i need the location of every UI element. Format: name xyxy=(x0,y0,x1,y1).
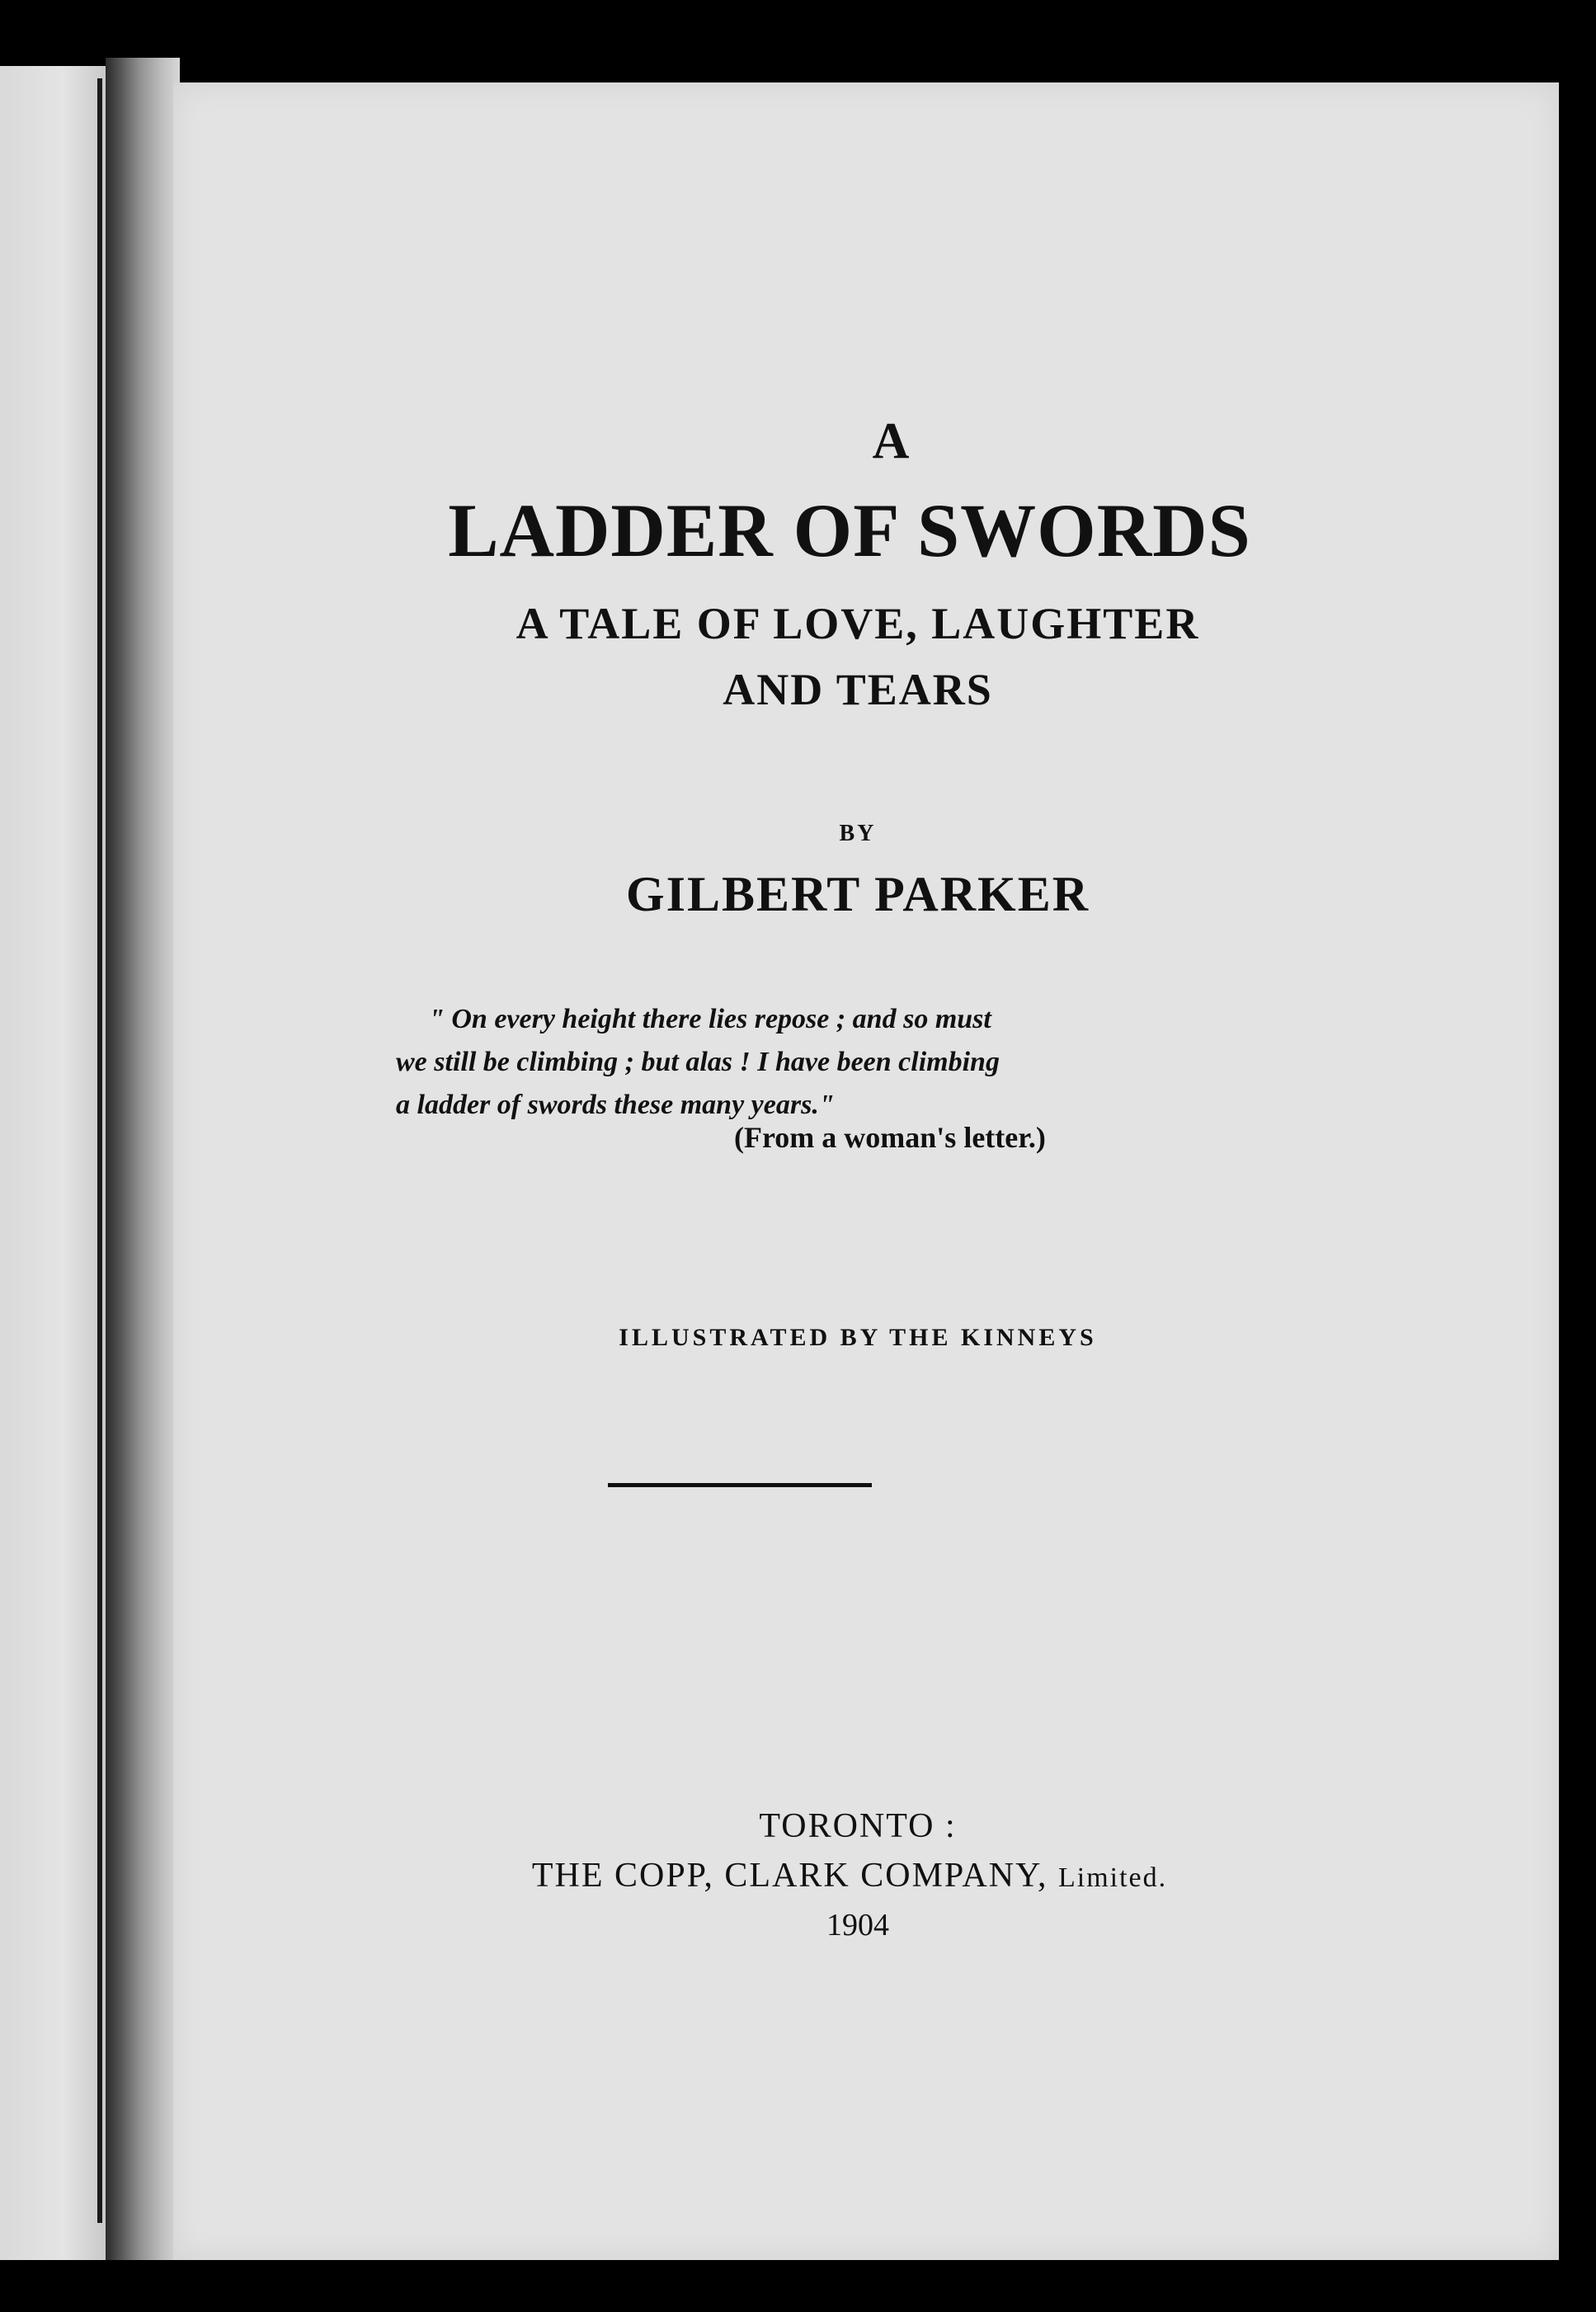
epigraph-line-1: " On every height there lies repose ; and so must xyxy=(429,1004,991,1034)
epigraph-line-3: a ladder of swords these many years." xyxy=(396,1090,835,1120)
imprint-publisher xyxy=(305,1856,1394,1895)
author-name: GILBERT PARKER xyxy=(625,867,1090,921)
subtitle-line-2: AND TEARS xyxy=(723,665,993,714)
imprint-year: 1904 xyxy=(826,1908,889,1942)
horizontal-rule xyxy=(608,1483,872,1487)
imprint-city: TORONTO : xyxy=(759,1807,957,1845)
subtitle-line-1: A TALE OF LOVE, LAUGHTER xyxy=(516,599,1200,648)
illustrator-credit: ILLUSTRATED BY THE KINNEYS xyxy=(619,1324,1097,1351)
publisher-suffix: Limited. xyxy=(1058,1862,1168,1893)
book-spine-shadow xyxy=(106,58,180,2260)
book-title: LADDER OF SWORDS xyxy=(448,488,1251,572)
epigraph xyxy=(396,998,1303,1127)
publisher-name: THE COPP, CLARK COMPANY, xyxy=(531,1857,1048,1895)
by-label: BY xyxy=(839,821,877,846)
epigraph-source: (From a woman's letter.) xyxy=(734,1121,1046,1154)
epigraph-line-2: we still be climbing ; but alas ! I have been climbing xyxy=(396,1047,1000,1077)
facing-page-edge xyxy=(0,66,106,2260)
gutter-line xyxy=(97,78,102,2223)
title-article: A xyxy=(872,413,910,469)
title-page xyxy=(173,82,1559,2260)
